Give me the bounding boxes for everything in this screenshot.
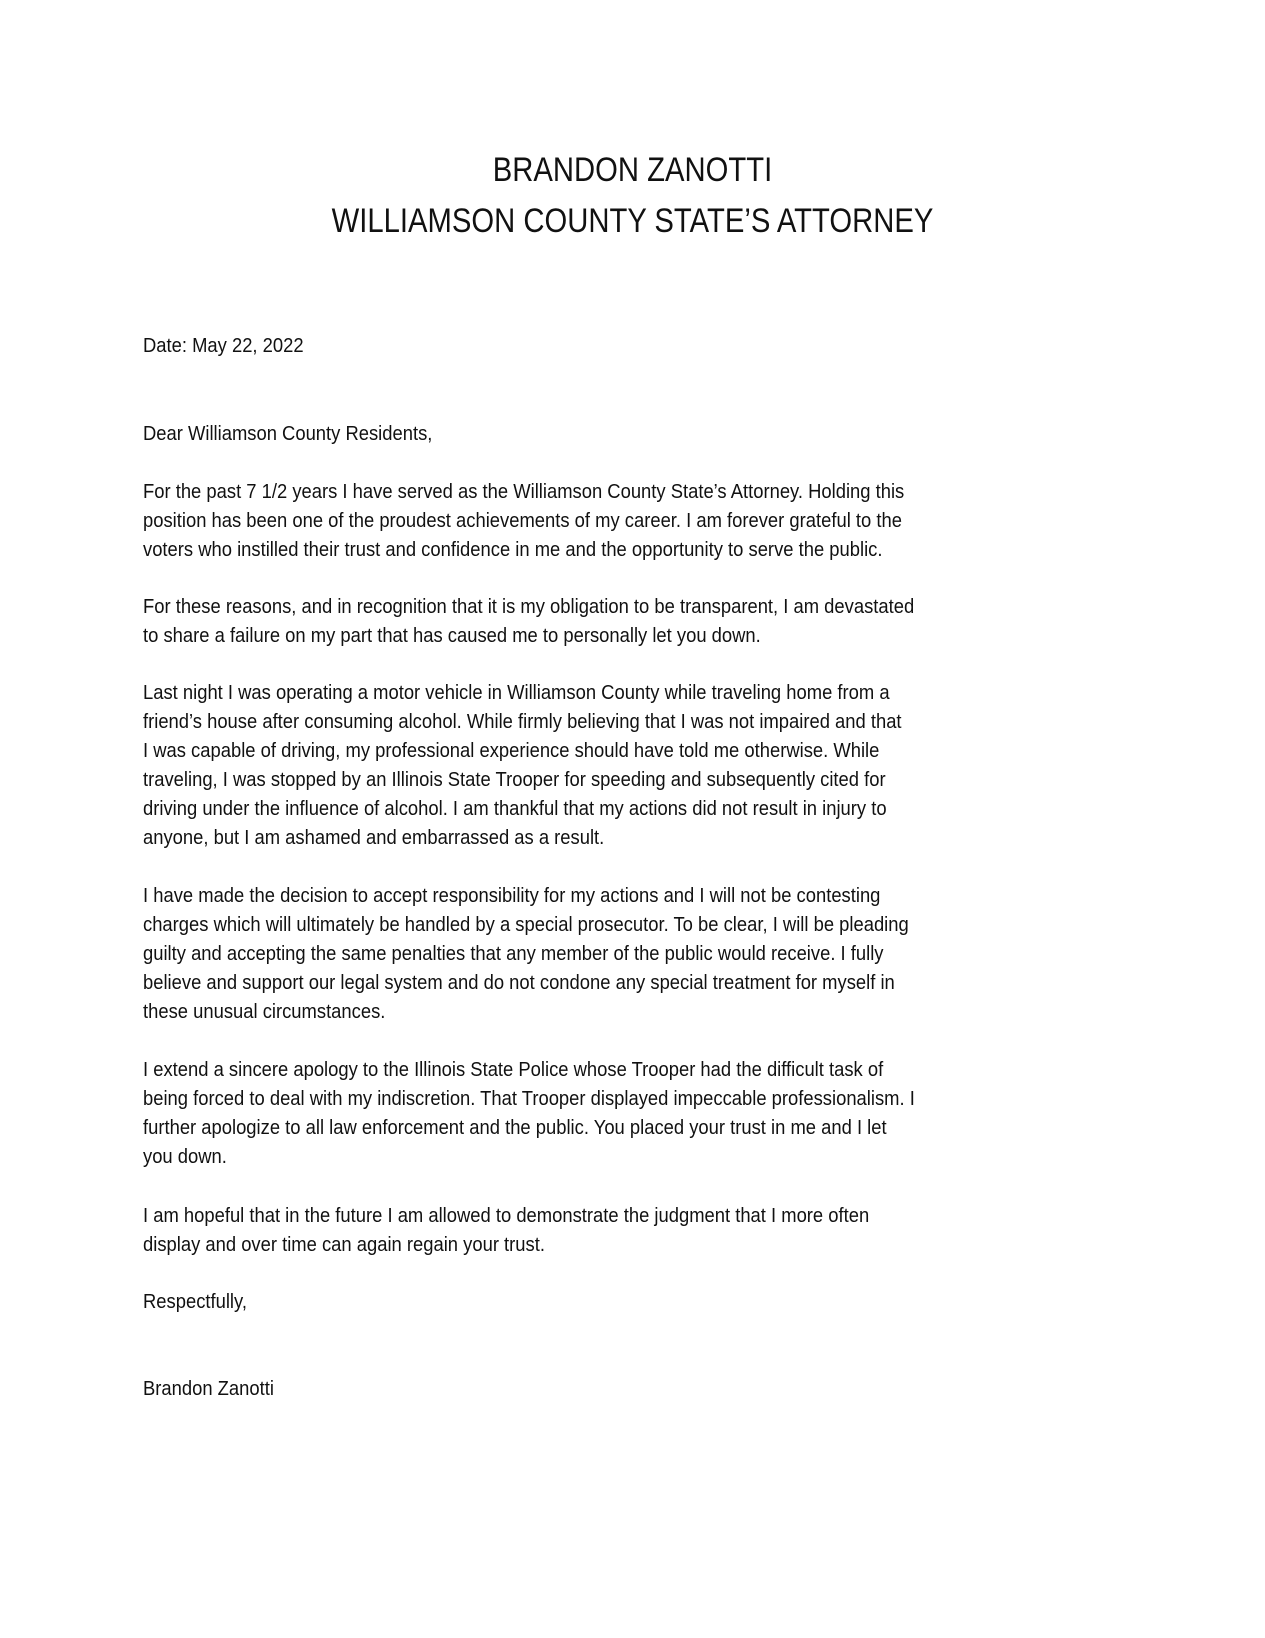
paragraph-4 <box>143 882 1103 1027</box>
paragraph-line: being forced to deal with my indiscretion. That Trooper displayed impeccable professionalism. I <box>143 1088 915 1110</box>
paragraph-line: guilty and accepting the same penalties that any member of the public would receive. I fully <box>143 943 884 965</box>
paragraph-line: these unusual circumstances. <box>143 1001 386 1023</box>
paragraph-line: believe and support our legal system and do not condone any special treatment for myself in <box>143 972 895 994</box>
salutation-text: Dear Williamson County Residents, <box>143 423 433 445</box>
paragraph-2 <box>143 593 1103 651</box>
signature <box>143 1375 1103 1404</box>
paragraph-line: voters who instilled their trust and confidence in me and the opportunity to serve the public. <box>143 539 883 561</box>
closing <box>143 1288 1103 1317</box>
paragraph-line: I was capable of driving, my professional experience should have told me otherwise. While <box>143 740 880 762</box>
paragraph-line: Last night I was operating a motor vehicle in Williamson County while traveling home from a <box>143 682 890 704</box>
paragraph-line: you down. <box>143 1146 227 1168</box>
paragraph-line: position has been one of the proudest achievements of my career. I am forever grateful to the <box>143 510 902 532</box>
paragraph-6 <box>143 1202 1103 1260</box>
letterhead-title-text: WILLIAMSON COUNTY STATE’S ATTORNEY <box>331 202 934 240</box>
paragraph-1 <box>143 478 1103 565</box>
paragraph-line: charges which will ultimately be handled by a special prosecutor. To be clear, I will be pleading <box>143 914 909 936</box>
paragraph-5 <box>143 1056 1103 1172</box>
paragraph-3 <box>143 679 1103 853</box>
paragraph-line: For these reasons, and in recognition that it is my obligation to be transparent, I am devastated <box>143 596 915 618</box>
paragraph-line: I am hopeful that in the future I am allowed to demonstrate the judgment that I more often <box>143 1205 870 1227</box>
date-text: Date: May 22, 2022 <box>143 335 304 357</box>
paragraph-line: anyone, but I am ashamed and embarrassed as a result. <box>143 827 605 849</box>
paragraph-line: I extend a sincere apology to the Illinois State Police whose Trooper had the difficult task of <box>143 1059 884 1081</box>
paragraph-line: driving under the influence of alcohol. I am thankful that my actions did not result in injury to <box>143 798 887 820</box>
closing-text: Respectfully, <box>143 1291 247 1313</box>
date-line <box>143 332 1103 361</box>
letterhead-name <box>89 150 1177 190</box>
letterhead-title <box>89 201 1177 241</box>
letterhead-name-text: BRANDON ZANOTTI <box>492 151 773 189</box>
signature-text: Brandon Zanotti <box>143 1378 274 1400</box>
paragraph-line: traveling, I was stopped by an Illinois State Trooper for speeding and subsequently cited for <box>143 769 886 791</box>
paragraph-line: display and over time can again regain your trust. <box>143 1234 545 1256</box>
paragraph-line: friend’s house after consuming alcohol. While firmly believing that I was not impaired and that <box>143 711 902 733</box>
paragraph-line: I have made the decision to accept responsibility for my actions and I will not be contesting <box>143 885 881 907</box>
paragraph-line: to share a failure on my part that has caused me to personally let you down. <box>143 625 761 647</box>
paragraph-line: For the past 7 1/2 years I have served as the Williamson County State’s Attorney. Holding this <box>143 481 905 503</box>
paragraph-line: further apologize to all law enforcement and the public. You placed your trust in me and I let <box>143 1117 887 1139</box>
salutation <box>143 420 1103 449</box>
